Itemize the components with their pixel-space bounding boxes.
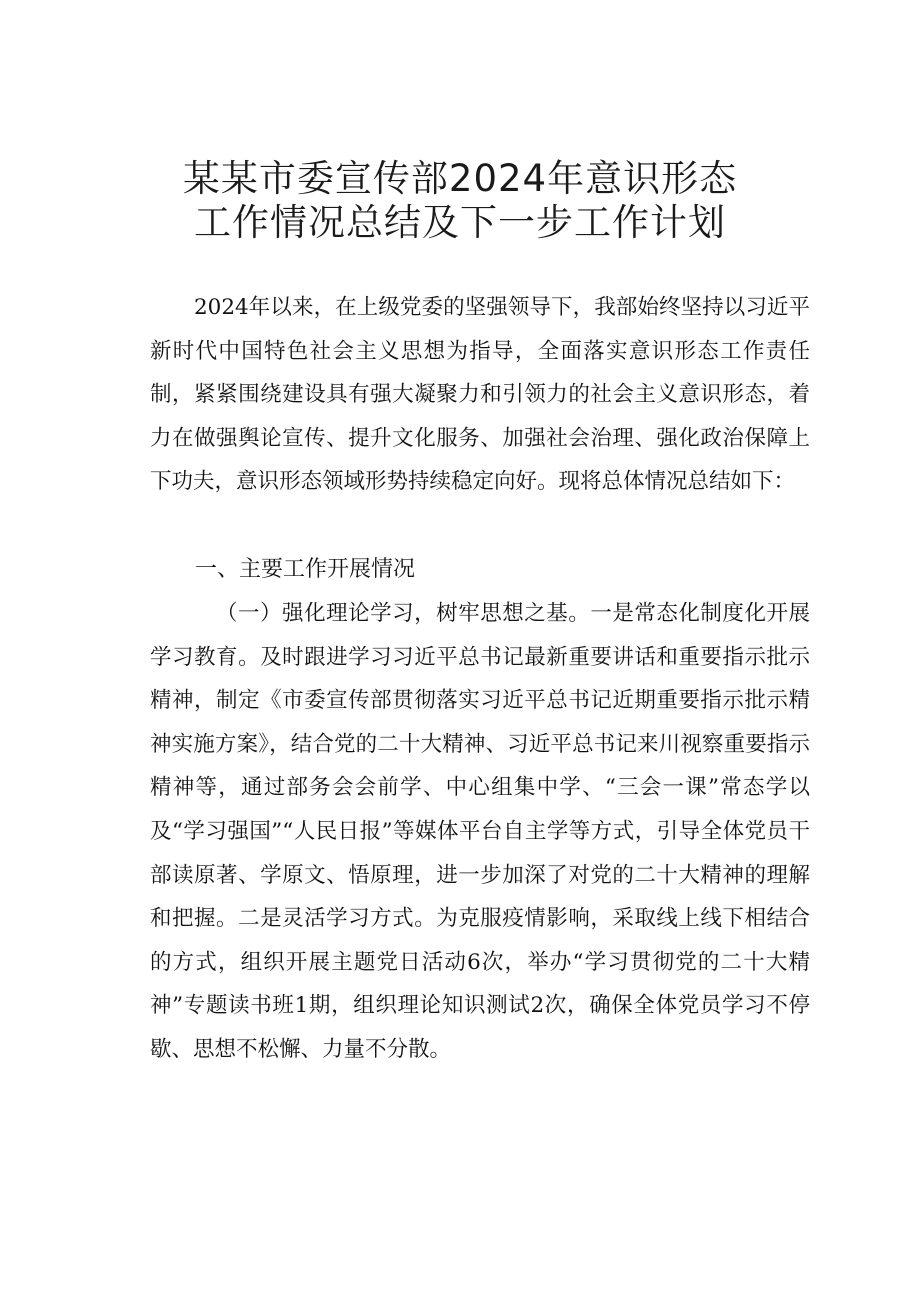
document-title-line-1: 某某市委宣传部2024年意识形态 bbox=[182, 157, 738, 200]
document-title-line-2: 工作情况总结及下一步工作计划 bbox=[194, 201, 726, 244]
intro-paragraph: 2024年以来，在上级党委的坚强领导下，我部始终坚持以习近平新时代中国特色社会主义思想为指导，全面落实意识形态工作责任制，紧紧围绕建设具有强大凝聚力和引领力的社会主义意识形态，着力在做强舆论宣传、提升文化服务、加强社会治理、强化政治保障上下功夫，意识形态领域形势持续稳定向好。现将总体情况总结如下： bbox=[150, 295, 810, 495]
section-heading-1: 一、主要工作开展情况 bbox=[195, 557, 416, 582]
section-1-paragraph-1: （一）强化理论学习，树牢思想之基。一是常态化制度化开展学习教育。及时跟进学习习近平总书记最新重要讲话和重要指示批示精神，制定《市委宣传部贯彻落实习近平总书记近期重要指示批示精神实施方案》，结合党的二十大精神、习近平总书记来川视察重要指示精神等，通过部务会会前学、中心组集中学、“三会一课”常态学以及“学习强国”“人民日报”等媒体平台自主学等方式，引导全体党员干部读原著、学原文、悟原理，进一步加深了对党的二十大精神的理解和把握。二是灵活学习方式。为克服疫情影响，采取线上线下相结合的方式，组织开展主题党日活动6次，举办“学习贯彻党的二十大精神”专题读书班1期，组织理论知识测试2次，确保全体党员学习不停歇、思想不松懈、力量不分散。 bbox=[150, 601, 810, 1062]
